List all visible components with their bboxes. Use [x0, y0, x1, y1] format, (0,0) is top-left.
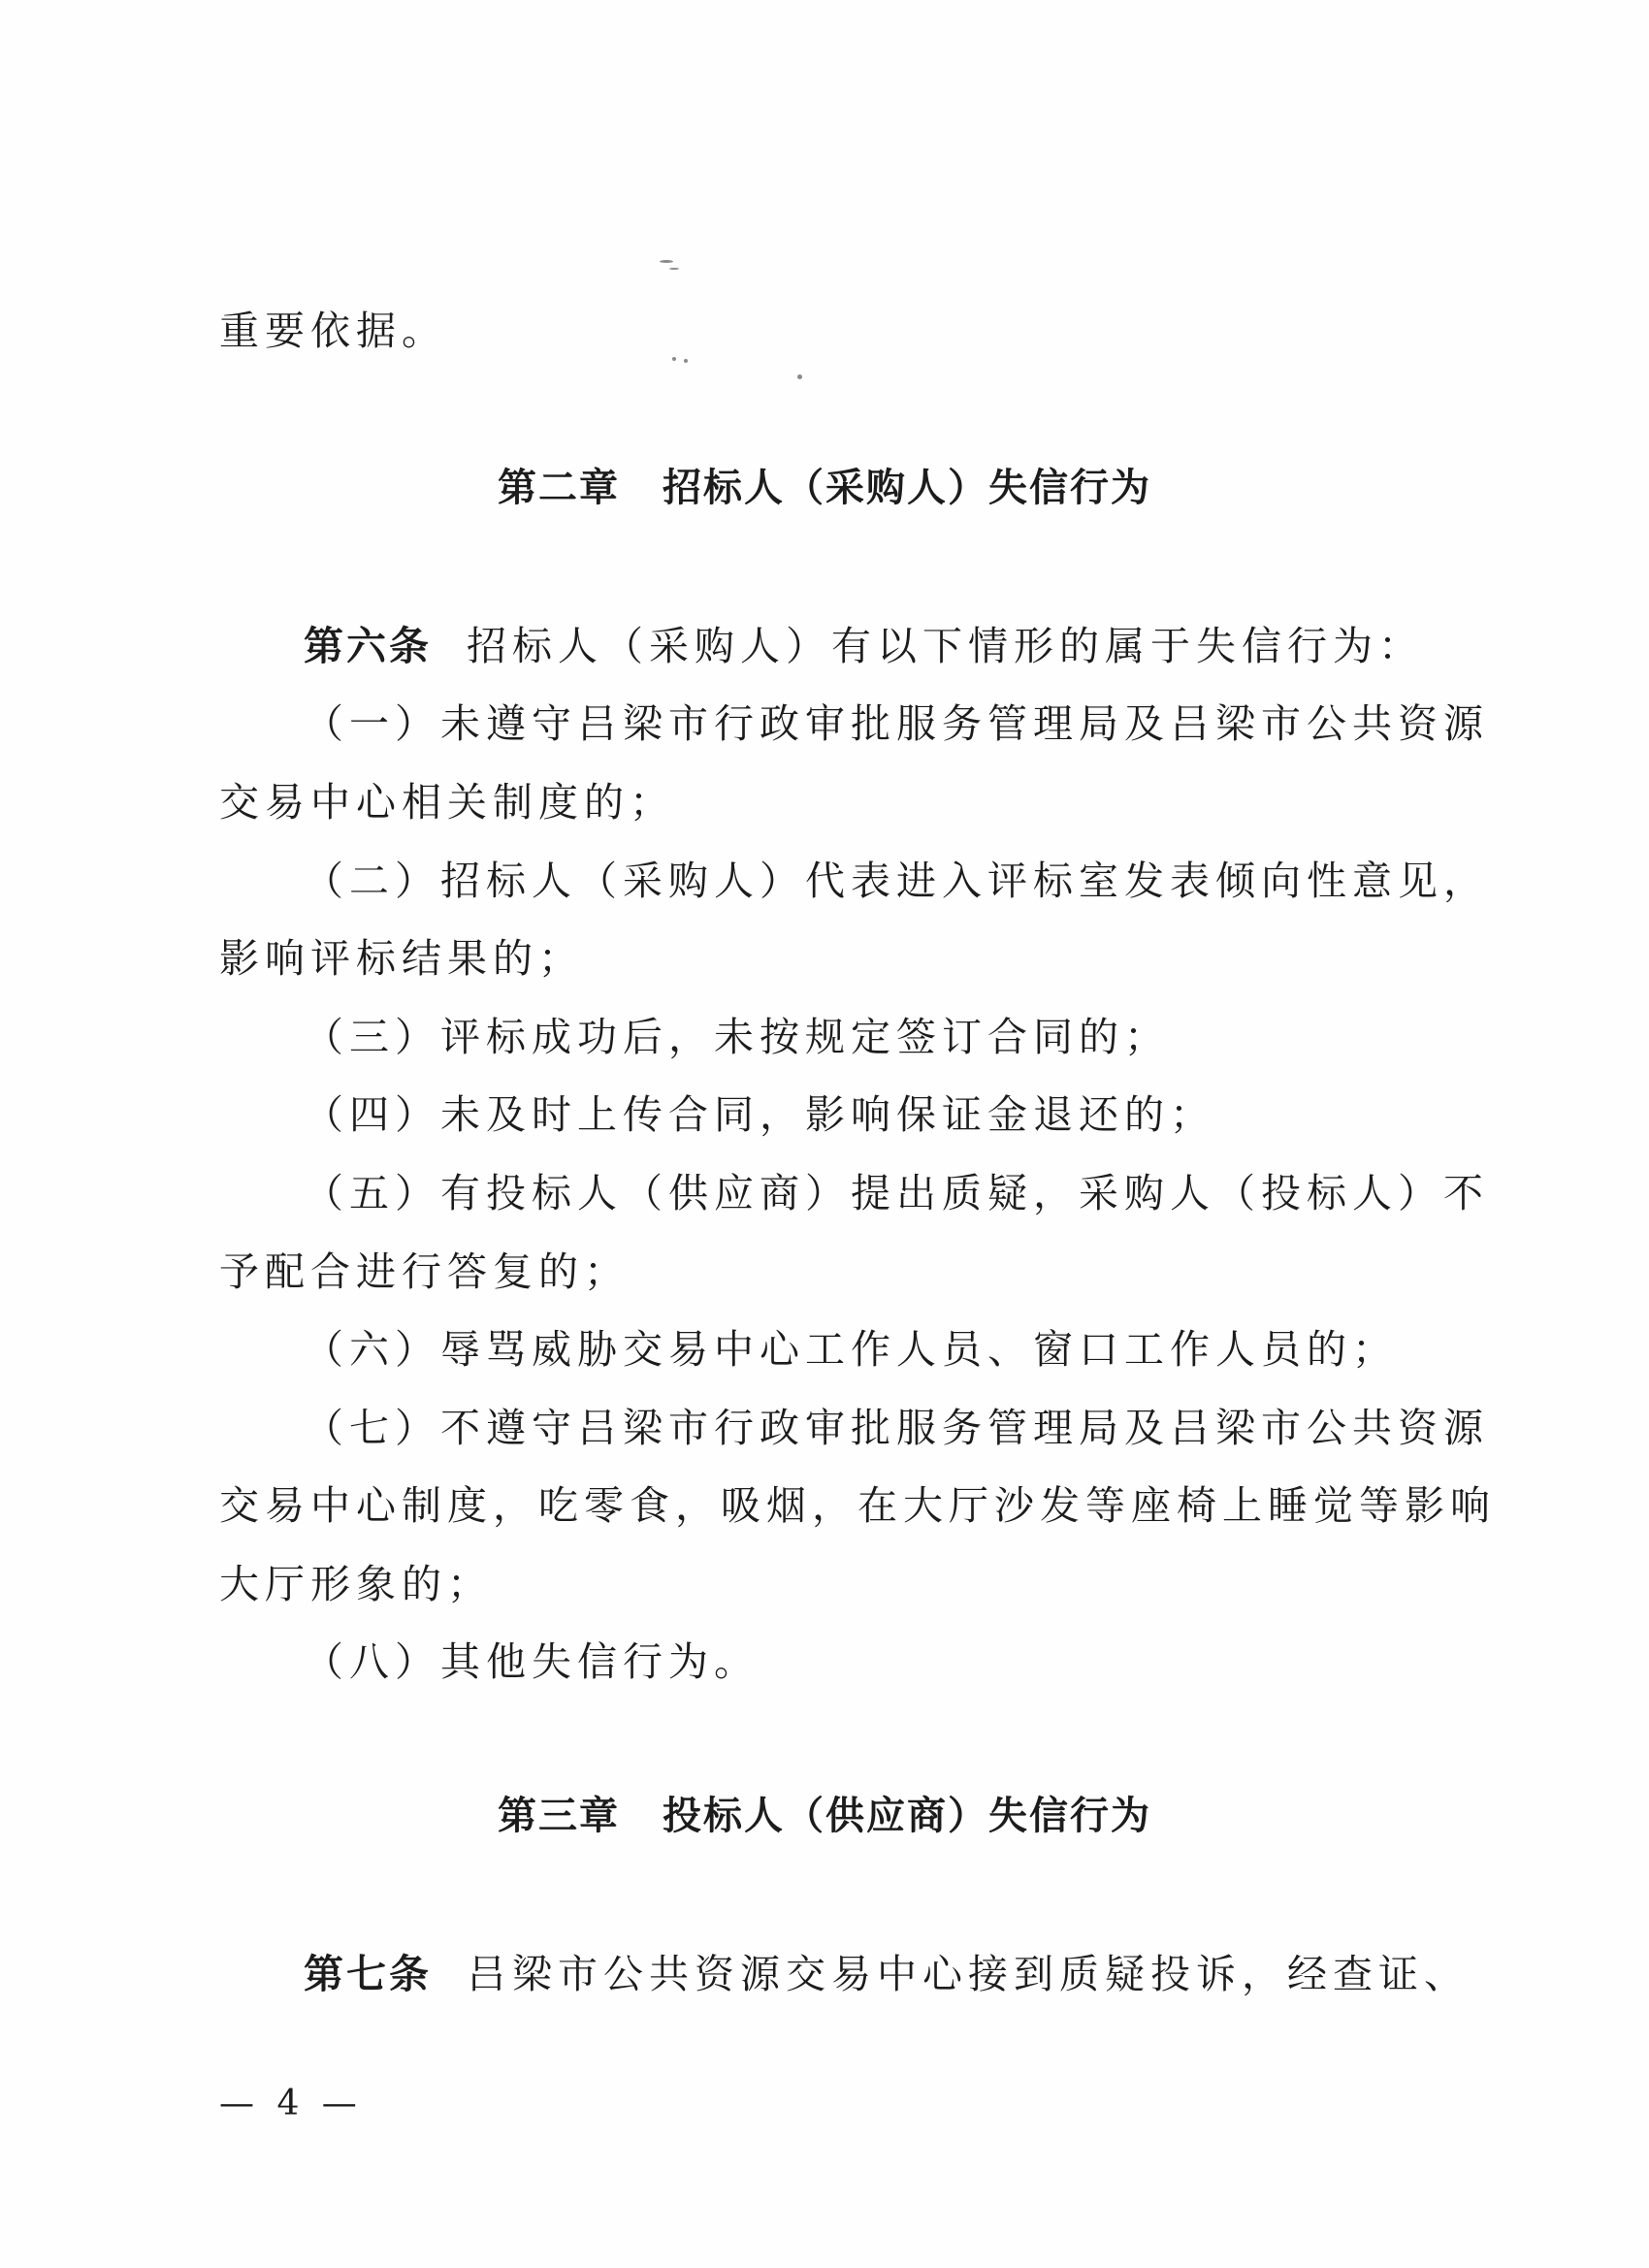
- body-text-line: （六）辱骂威胁交易中心工作人员、窗口工作人员的；: [304, 1326, 1398, 1373]
- chapter-title: 投标人（供应商）失信行为: [663, 1794, 1151, 1838]
- body-text-line: 大厅形象的；: [219, 1561, 493, 1607]
- body-text-line: 予配合进行答复的；: [219, 1248, 630, 1295]
- scan-speck: [797, 374, 802, 379]
- body-text-line: （七）不遵守吕梁市行政审批服务管理局及吕梁市公共资源: [304, 1405, 1489, 1451]
- body-text-line: （三）评标成功后，未按规定签订合同的；: [304, 1014, 1170, 1060]
- article-label: 第七条: [304, 1951, 432, 1997]
- page-number: — 4 —: [219, 2084, 363, 2123]
- chapter-title: 招标人（采购人）失信行为: [663, 466, 1151, 510]
- article-line: [304, 621, 1516, 671]
- body-text-line: （一）未遵守吕梁市行政审批服务管理局及吕梁市公共资源: [304, 700, 1489, 747]
- scan-speck: [660, 260, 673, 263]
- body-text-line: 重要依据。: [219, 308, 447, 354]
- chapter-heading: [0, 1791, 1649, 1841]
- article-text: 吕梁市公共资源交易中心接到质疑投诉，经查证、: [467, 1951, 1470, 1997]
- body-text-line: （二）招标人（采购人）代表进入评标室发表倾向性意见，: [304, 858, 1489, 904]
- chapter-number: 第三章: [498, 1794, 620, 1838]
- article-label: 第六条: [304, 623, 432, 669]
- body-text-line: （五）有投标人（供应商）提出质疑，采购人（投标人）不: [304, 1170, 1489, 1216]
- scan-speck: [684, 359, 688, 363]
- body-text-line: 影响评标结果的；: [219, 935, 584, 982]
- article-line: [304, 1949, 1516, 1999]
- scan-speck: [672, 357, 676, 361]
- body-text-line: （四）未及时上传合同，影响保证金退还的；: [304, 1091, 1215, 1138]
- body-text-line: 交易中心相关制度的；: [219, 779, 675, 826]
- scan-speck: [669, 268, 679, 270]
- article-text: 招标人（采购人）有以下情形的属于失信行为：: [467, 623, 1424, 669]
- body-text-line: 交易中心制度，吃零食，吸烟，在大厅沙发等座椅上睡觉等影响: [219, 1482, 1496, 1529]
- body-text-line: （八）其他失信行为。: [304, 1638, 760, 1685]
- chapter-number: 第二章: [498, 466, 620, 510]
- chapter-heading: [0, 463, 1649, 513]
